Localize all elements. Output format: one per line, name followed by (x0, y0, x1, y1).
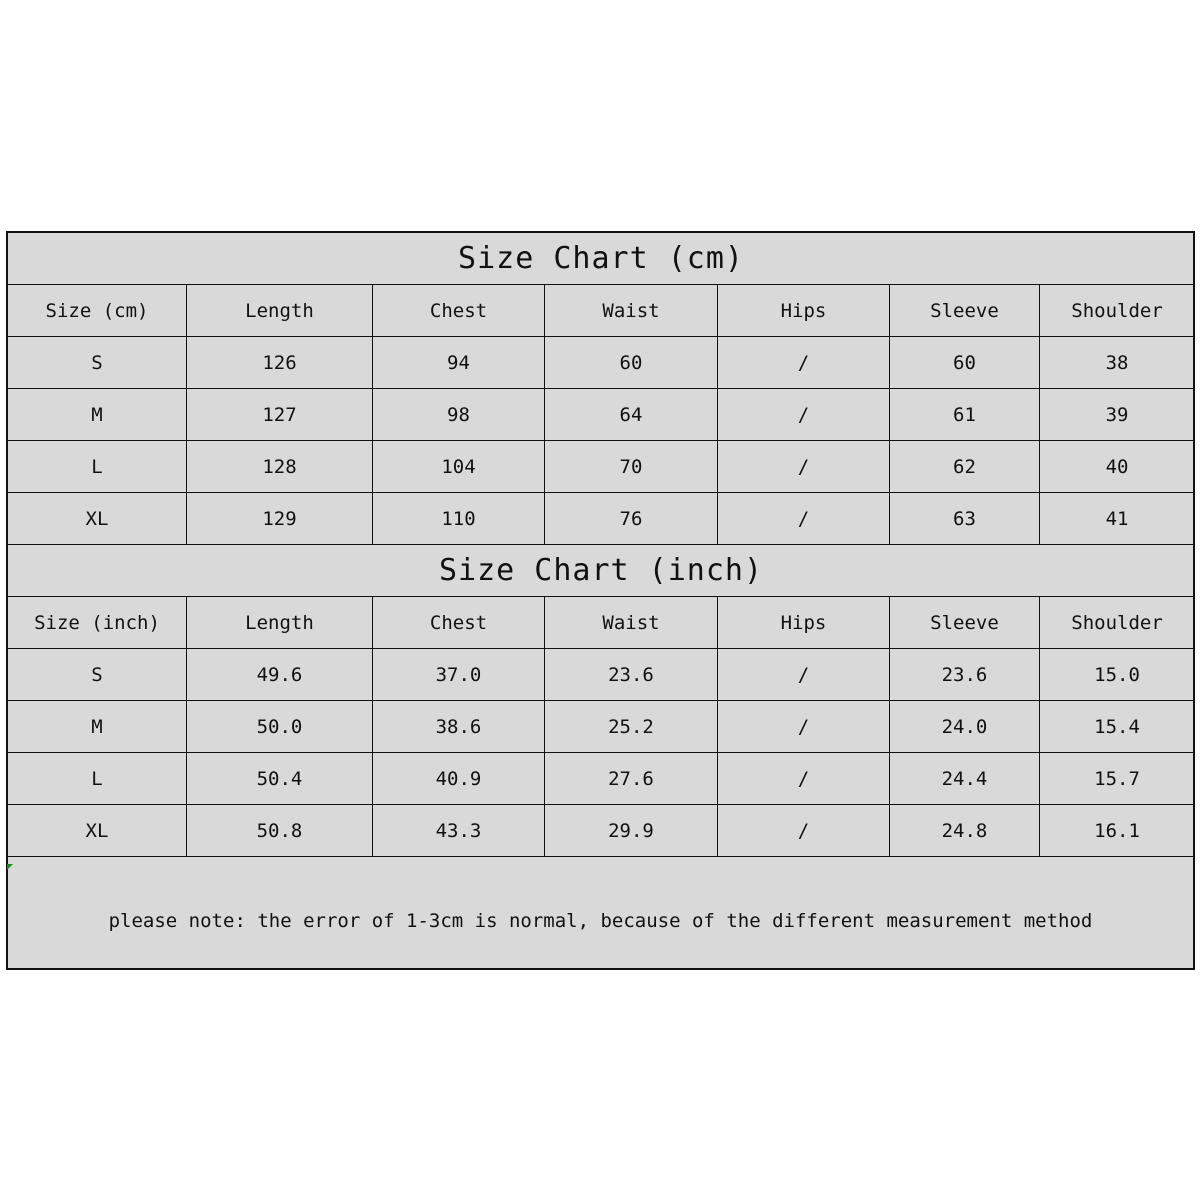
measurement-cell: / (718, 805, 890, 857)
table-row (8, 441, 1195, 493)
measurement-cell: 15.0 (1040, 649, 1195, 701)
measurement-cell: 61 (890, 389, 1040, 441)
measurement-cell: 23.6 (545, 649, 718, 701)
measurement-cell: 62 (890, 441, 1040, 493)
measurement-cell: 15.4 (1040, 701, 1195, 753)
table-row (8, 701, 1195, 753)
measurement-cell: 23.6 (890, 649, 1040, 701)
measurement-cell: 29.9 (545, 805, 718, 857)
measurement-cell: 127 (187, 389, 373, 441)
table-row (8, 649, 1195, 701)
header-row (8, 597, 1195, 649)
measurement-cell: / (718, 389, 890, 441)
measurement-cell: 41 (1040, 493, 1195, 545)
measurement-cell: 50.8 (187, 805, 373, 857)
size-label-cell: M (8, 701, 187, 753)
measurement-cell: / (718, 337, 890, 389)
column-header: Sleeve (890, 597, 1040, 649)
size-chart-sheet (6, 231, 1195, 970)
measurement-cell: 60 (890, 337, 1040, 389)
column-header: Length (187, 285, 373, 337)
measurement-cell: 110 (373, 493, 545, 545)
inch-chart-title: Size Chart (inch) (8, 545, 1195, 597)
cell-corner-marker (7, 864, 13, 870)
measurement-cell: 38.6 (373, 701, 545, 753)
measurement-cell: 50.4 (187, 753, 373, 805)
column-header: Length (187, 597, 373, 649)
measurement-cell: 43.3 (373, 805, 545, 857)
size-label-cell: L (8, 441, 187, 493)
header-row (8, 285, 1195, 337)
table-row (8, 389, 1195, 441)
measurement-cell: 126 (187, 337, 373, 389)
measurement-cell: 50.0 (187, 701, 373, 753)
table-row (8, 753, 1195, 805)
measurement-cell: / (718, 753, 890, 805)
cm-chart-title: Size Chart (cm) (8, 233, 1195, 285)
measurement-cell: 64 (545, 389, 718, 441)
measurement-cell: / (718, 701, 890, 753)
column-header: Size (cm) (8, 285, 187, 337)
size-label-cell: M (8, 389, 187, 441)
measurement-cell: 49.6 (187, 649, 373, 701)
measurement-cell: 60 (545, 337, 718, 389)
measurement-note: please note: the error of 1-3cm is normal, because of the different measurement method (108, 910, 1093, 932)
column-header: Shoulder (1040, 597, 1195, 649)
size-label-cell: S (8, 337, 187, 389)
table-row (8, 337, 1195, 389)
measurement-cell: 24.0 (890, 701, 1040, 753)
column-header: Chest (373, 597, 545, 649)
measurement-cell: 70 (545, 441, 718, 493)
size-label-cell: L (8, 753, 187, 805)
size-label-cell: XL (8, 805, 187, 857)
measurement-cell: 40.9 (373, 753, 545, 805)
measurement-cell: 128 (187, 441, 373, 493)
measurement-cell: 63 (890, 493, 1040, 545)
column-header: Waist (545, 597, 718, 649)
measurement-cell: 94 (373, 337, 545, 389)
measurement-cell: 37.0 (373, 649, 545, 701)
measurement-cell: 15.7 (1040, 753, 1195, 805)
inch-title-row (8, 545, 1195, 597)
measurement-cell: 129 (187, 493, 373, 545)
measurement-cell: 76 (545, 493, 718, 545)
measurement-cell: 27.6 (545, 753, 718, 805)
column-header: Hips (718, 597, 890, 649)
measurement-cell: 104 (373, 441, 545, 493)
column-header: Size (inch) (8, 597, 187, 649)
measurement-cell: 24.4 (890, 753, 1040, 805)
measurement-cell: 24.8 (890, 805, 1040, 857)
measurement-cell: / (718, 649, 890, 701)
size-chart-table (7, 232, 1195, 857)
column-header: Waist (545, 285, 718, 337)
measurement-cell: 16.1 (1040, 805, 1195, 857)
measurement-cell: 25.2 (545, 701, 718, 753)
table-row (8, 805, 1195, 857)
measurement-cell: 40 (1040, 441, 1195, 493)
size-chart-body (8, 233, 1195, 857)
measurement-cell: 98 (373, 389, 545, 441)
measurement-cell: / (718, 493, 890, 545)
measurement-cell: / (718, 441, 890, 493)
column-header: Sleeve (890, 285, 1040, 337)
measurement-cell: 38 (1040, 337, 1195, 389)
cm-title-row (8, 233, 1195, 285)
column-header: Shoulder (1040, 285, 1195, 337)
column-header: Hips (718, 285, 890, 337)
table-row (8, 493, 1195, 545)
measurement-cell: 39 (1040, 389, 1195, 441)
column-header: Chest (373, 285, 545, 337)
size-label-cell: XL (8, 493, 187, 545)
size-label-cell: S (8, 649, 187, 701)
